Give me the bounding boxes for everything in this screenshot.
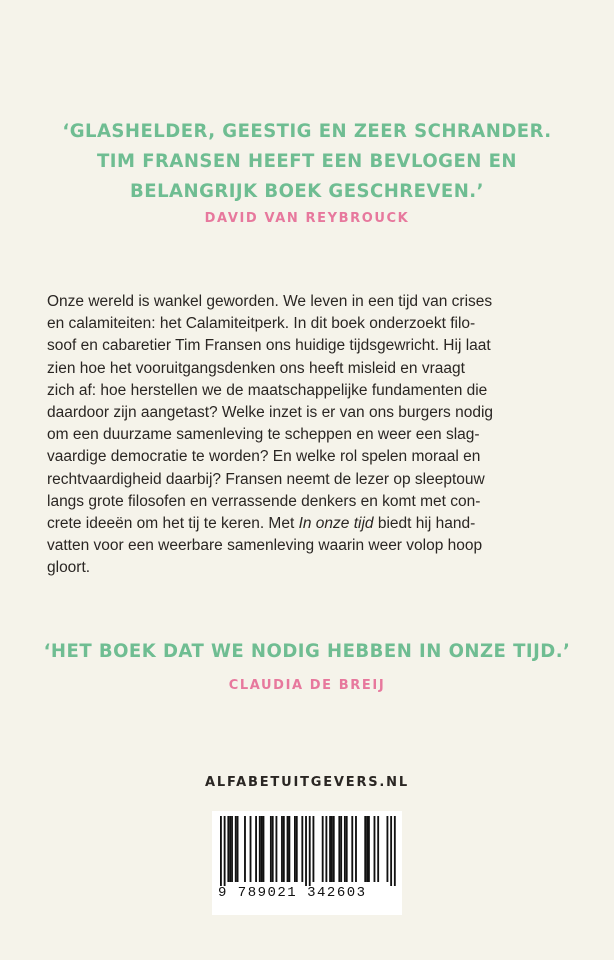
blurb-line: zien hoe het vooruitgangsdenken ons heeft misleid en vraagt [47,359,465,377]
barcode-bar [351,816,353,882]
book-title-italic: In onze tijd [298,515,374,533]
quote-bottom-line-1: ‘HET BOEK DAT WE NODIG HEBBEN IN ONZE TIJD.’ [43,640,571,662]
blurb-line: vaardige democratie te worden? En welke rol spelen moraal en [47,448,481,466]
barcode-bar [333,816,335,882]
barcode-bar [344,816,346,882]
barcode-bar [340,816,342,882]
barcode-bar [313,816,315,882]
barcode-bar [220,816,222,886]
barcode-bar [374,816,376,882]
barcode-bar [305,816,307,886]
blurb-line: zich af: hoe herstellen we de maatschappelijke fundamenten die [47,381,488,399]
quote-top [15,116,598,206]
barcode-bar [296,816,298,882]
barcode-bar [288,816,290,882]
blurb-paragraph [47,291,577,580]
barcode-bar [237,816,239,882]
quote-bottom-attribution: CLAUDIA DE BREIJ [228,678,386,693]
barcode-bar [325,816,327,882]
barcode-bar [390,816,392,886]
barcode-bar [301,816,303,882]
blurb-line [47,513,577,535]
barcode-bar [294,816,296,882]
barcode-bar [283,816,285,882]
quote-bottom [15,636,598,666]
blurb-line: en calamiteiten: het Calamiteitperk. In dit boek onderzoekt filo- [47,315,476,333]
blurb-line: rechtvaardigheid daarbij? Fransen neemt de lezer op sleeptouw [47,470,485,488]
barcode-bar [263,816,265,882]
blurb-line: vatten voor een weerbare samenleving waarin weer volop hoop [47,537,483,555]
blurb-line: om een duurzame samenleving te scheppen en weer een slag- [47,426,480,444]
barcode-bar [231,816,233,882]
blurb-line: langs grote filosofen en verrassende denkers en komt met con- [47,492,481,510]
quote-top-line-2: TIM FRANSEN HEEFT EEN BEVLOGEN EN [97,150,517,172]
blurb-line: Onze wereld is wankel geworden. We leven in een tijd van crises [47,293,493,310]
barcode-bar [281,816,283,882]
blurb-line-start: crete ideeën om het tij te keren. Met [47,515,299,533]
barcode-bar [227,816,229,882]
barcode-bar [355,816,357,882]
quote-top-attribution: DAVID VAN REYBROUCK [204,211,410,226]
barcode-bar [272,816,274,882]
barcode-bar [276,816,278,882]
barcode-bar [229,816,231,882]
barcode-bar [261,816,263,882]
barcode-bar [364,816,366,882]
barcode [212,811,402,915]
barcode-bar [322,816,324,882]
barcode-bar [338,816,340,882]
barcode-bar [331,816,333,882]
barcode-bar [394,816,396,886]
blurb-line-end: biedt hij hand- [373,515,476,533]
barcode-bar [250,816,252,882]
barcode-bar [287,816,289,882]
barcode-bar [309,816,311,886]
barcode-bar [235,816,237,882]
barcode-bar [270,816,272,882]
barcode-bar [387,816,389,882]
barcode-bar [244,816,246,882]
barcode-bar [259,816,261,882]
barcode-bar [366,816,368,882]
barcode-bar [224,816,226,886]
publisher-website: ALFABETUITGEVERS.NL [205,775,409,790]
barcode-bar [368,816,370,882]
blurb-line: soof en cabaretier Tim Fransen ons huidige tijdsgewricht. Hij laat [47,337,491,355]
quote-top-line-3: BELANGRIJK BOEK GESCHREVEN.’ [130,180,484,202]
blurb-line: daardoor zijn aangetast? Welke inzet is er van ons burgers nodig [47,404,494,422]
barcode-bar [329,816,331,882]
barcode-bar [255,816,257,882]
isbn-number: 9 789021 342603 [218,885,367,901]
barcode-bar [346,816,348,882]
blurb-line: gloort. [47,559,91,577]
barcode-bar [377,816,379,882]
quote-top-line-1: ‘GLASHELDER, GEESTIG EN ZEER SCHRANDER. [62,120,552,142]
